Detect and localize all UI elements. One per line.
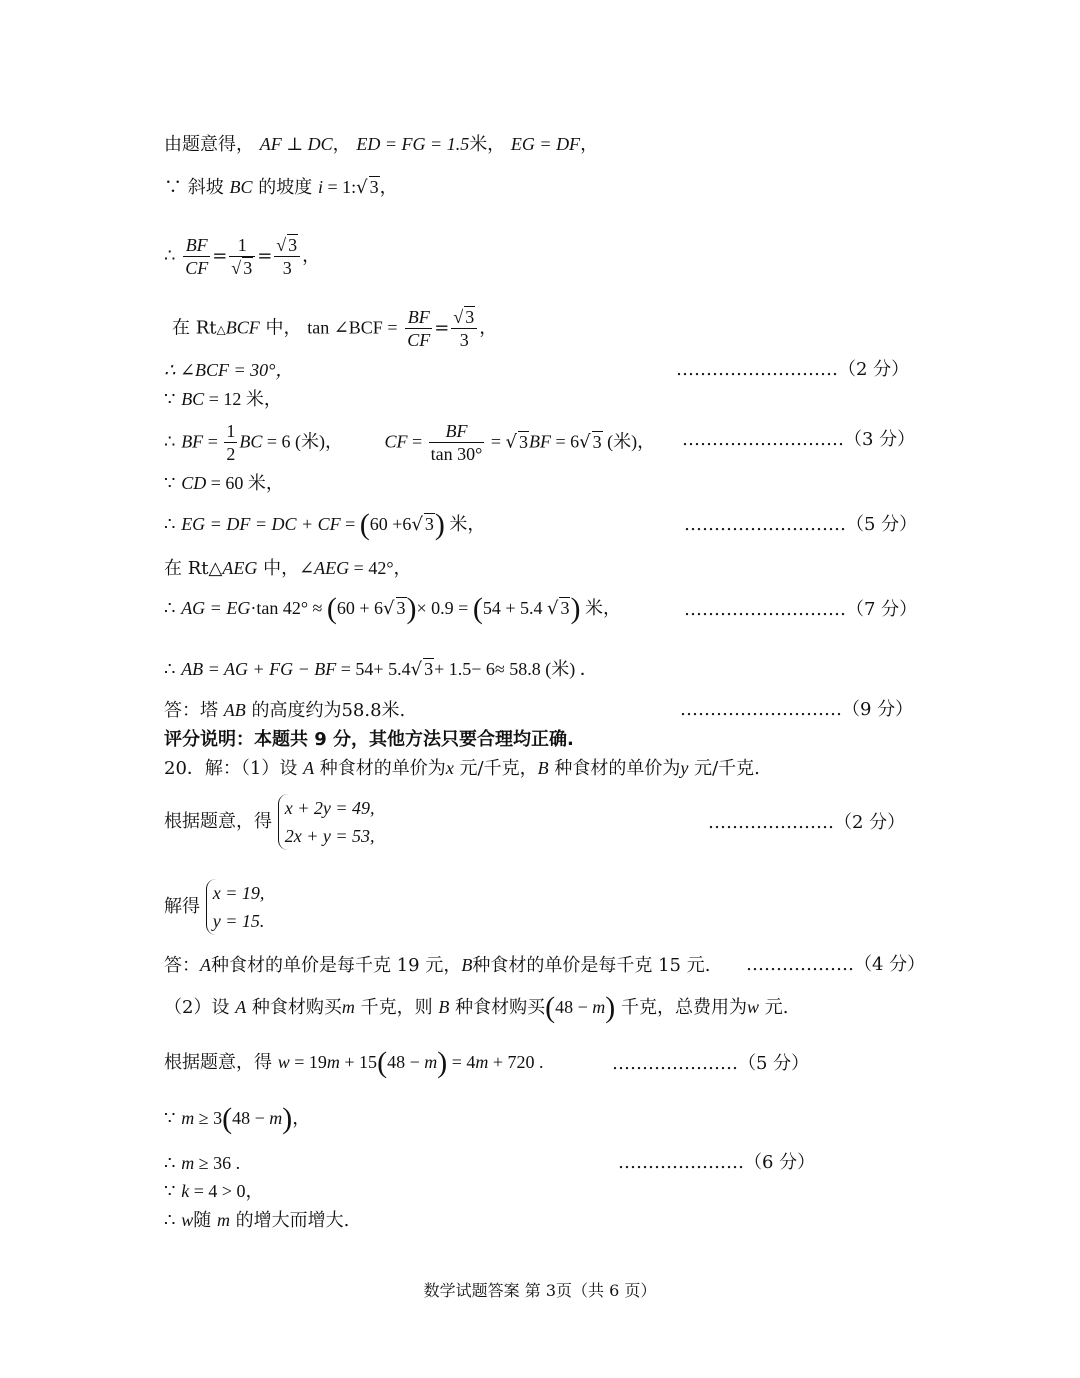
math: A [200,955,211,975]
denominator: 2 [226,444,236,464]
text: 米， [580,598,621,618]
text: ， [292,1108,311,1129]
math: = 1: [322,177,357,197]
radicand: 3 [592,431,602,452]
math: B [537,758,549,778]
text: = [203,431,223,452]
text: = 4 > 0， [189,1181,264,1201]
text: = 60 米， [206,473,284,493]
paren: ( [472,592,483,625]
text: ∴ [164,1210,182,1231]
text: + 15 [339,1052,378,1072]
math: m [181,1108,195,1128]
math: AF ⊥ DC [259,134,333,154]
text: = 42°， [349,558,412,578]
text: 种食材的单价为 [314,758,446,779]
radicand: 3 [424,659,434,679]
math: w [277,1052,290,1072]
math: tan ∠BCF = [307,317,398,338]
text: ∵ [164,1108,182,1129]
text: = 12 米， [204,389,282,409]
text: = 6 [550,431,580,452]
equation: 2x + y = 53, [284,826,375,846]
text: 种食材的单价是每千克 19 元， [211,955,462,976]
page-footer: 数学试题答案 第 3页（共 6 页） [423,1281,657,1300]
math: B [461,955,473,975]
line-ag: ∴ AG = EG·tan 42° ≈ (60 + 6√ 3)× 0.9 = (54 + 5.4 √ 3) 米， [164,592,621,625]
text: 在 Rt [172,317,217,339]
text: = [407,431,427,452]
text: 答： [164,955,200,976]
fraction: $\frac{1}{√ 3}$ [229,234,255,279]
radicand: 3 [424,514,434,534]
text: = 19 [289,1052,327,1072]
line-bc [164,387,282,412]
radicand: 3 [465,307,475,327]
text: ∴ [164,514,182,535]
math: m [216,1210,230,1230]
denominator: 3 [459,330,469,350]
score-mark: ………………………（2 分） [676,359,910,380]
line-given [164,132,598,157]
paren: ( [222,1102,233,1135]
paren: ) [406,592,417,625]
line-w [164,1046,544,1079]
numerator: 1 [226,421,236,441]
equation-system [278,794,375,850]
numerator: BF [183,234,210,257]
text: 60 + 6 [336,598,384,618]
text: ， [332,134,351,155]
math: x [445,758,454,778]
text: ， [580,134,599,155]
text: ∵ 斜坡 [164,177,224,198]
math: m [341,997,355,1017]
radicand: 3 [560,598,570,618]
line-answer-1 [164,698,405,723]
line-ineq [164,1102,311,1135]
text: 54 + 5.4 [482,598,547,618]
text: ， [379,177,398,198]
text: = 54+ 5.4 [336,659,411,679]
fraction: $\frac{√ 3}{3}$ [274,234,300,279]
text: 在 Rt△ [164,558,223,579]
denominator: 3 [282,258,292,278]
text: ∴ [164,431,182,453]
text: = [486,431,506,452]
text: 的高度约为58.8米. [245,700,406,721]
numerator: BF [405,306,432,329]
line-increase [164,1208,349,1233]
text: 48 − [387,1052,425,1072]
math: A [303,758,315,778]
scoring-note: 评分说明：本题共 9 分，其他方法只要合理均正确. [164,729,574,750]
text: 答：塔 [164,700,224,721]
therefore-symbol: ∴ [164,245,176,267]
text: ≥ 3 [194,1108,223,1128]
paren: ) [434,508,445,541]
math: i [317,177,323,197]
text: × 0.9 = [416,598,473,618]
text: ∴ [164,659,182,680]
text: 元/千克， [453,758,538,779]
line-q20 [164,756,760,781]
line-eg: ∴ EG = DF = DC + CF = (60 +6√ 3) 米， [164,508,486,541]
text: = [340,514,360,534]
text: ， [479,317,498,339]
text: = [257,245,273,267]
numerator: 1 [229,234,255,257]
equation: x = 19, [212,883,265,903]
paren: ) [282,1102,293,1135]
text: （2）设 [164,997,236,1018]
math: A [235,997,247,1017]
text: = [434,317,450,339]
math: BCF [225,317,260,338]
math: AG = EG [181,598,251,618]
text: 米， [469,134,506,155]
math: BC [181,389,205,409]
score-mark: …………………（2 分） [708,812,906,833]
line-aeg [164,556,412,581]
fraction [224,420,237,465]
text: 20．解：（1）设 [164,758,304,779]
fraction [429,420,485,465]
line-angle: ∴ ∠BCF = 30°， [164,360,294,380]
text: 的增大而增大. [229,1210,350,1231]
math: ∠AEG [299,558,350,578]
radicand: 3 [288,235,298,255]
paren: ) [437,1046,448,1079]
text: 根据题意，得 [164,811,272,832]
text: 的坡度 [258,177,313,198]
text: 随 [193,1210,217,1231]
line-system-2 [164,879,264,935]
text: (米)， [602,431,656,452]
score-mark: …………………（5 分） [612,1053,810,1074]
score-mark: ………………………（5 分） [684,514,918,535]
math: BC [229,177,253,197]
math: w [181,1210,194,1230]
math: m [424,1052,438,1072]
text: = 6 (米)， [262,431,343,452]
math: y [680,758,689,778]
math: AB = AG + FG − BF [181,659,337,679]
text: 千克，则 [354,997,439,1018]
text: 根据题意，得 [164,1052,278,1073]
text: ， [302,245,321,267]
math: EG = DF [510,134,581,154]
text: ·tan 42° ≈ [250,598,327,618]
text: 米， [444,514,486,534]
paren: ) [570,592,581,625]
text: = [212,245,228,267]
text: ∴ [164,1153,182,1174]
line-k [164,1179,264,1204]
math: m [181,1153,195,1173]
text: 48 − [232,1108,270,1128]
radicand: 3 [243,258,253,278]
score-mark: …………………（6 分） [618,1152,816,1173]
text: 60 +6 [369,514,412,534]
text: + 720 . [488,1052,544,1072]
math: m [326,1052,340,1072]
text: 千克，总费用为 [615,997,747,1018]
fraction [183,234,210,279]
line-ab: ∴ AB = AG + FG − BF = 54+ 5.4√ 3+ 1.5− 6≈ 58.8 (米) ． [164,659,598,680]
denominator: CF [185,258,209,278]
text: 元/千克. [688,758,760,779]
math: m [269,1108,283,1128]
text: 48 − [555,997,593,1017]
triangle-symbol: △ [216,322,226,337]
line-bf-cf: ∴ BF = $\frac{1}{2}$ BC = 6 (米)， CF = $\frac{BF}{\tan 30^\circ}$ = √ 3BF = 6√ 3 (米)， [164,421,656,464]
paren: ) [605,991,616,1024]
text: 种食材的单价是每千克 15 元. [472,955,711,976]
score-mark: ………………（4 分） [746,954,926,975]
math: AEG [222,558,258,578]
text: 种食材的单价为 [548,758,681,779]
math: BF [181,431,204,452]
line-m-range [164,1151,240,1176]
paren: ( [326,592,337,625]
line-system-1 [164,794,375,850]
math: CF [384,431,408,452]
denominator: tan 30° [430,444,483,464]
math: BC [239,431,263,452]
text: 中， [259,317,302,339]
math: w [747,997,760,1017]
text: 种食材购买 [246,997,342,1018]
paren: ( [545,991,556,1024]
radicand: 3 [369,177,379,197]
radicand: 3 [518,431,528,452]
text: ∵ [164,473,182,494]
line-answer-2 [164,953,710,978]
text: ∵ [164,389,182,410]
math: ED = FG = 1.5 [356,134,470,154]
text: ≥ 36 . [194,1153,241,1173]
text: ∴ [164,598,182,619]
score-mark: ………………………（9 分） [680,699,914,720]
line-cd [164,471,284,496]
line-part2 [164,991,789,1024]
fraction [405,306,432,351]
equation-system [206,879,265,935]
math: BF [528,431,551,452]
text: ∵ [164,1181,182,1202]
math: m [475,1052,489,1072]
text: 由题意得， [164,134,254,155]
paren: ( [359,508,370,541]
text: 元. [759,997,789,1018]
math: AB [223,700,246,720]
math: B [438,997,450,1017]
line-slope: ∵ 斜坡 BC 的坡度 i = 1:√ 3， [164,177,398,198]
math: CD [181,473,207,493]
math: k [181,1181,190,1201]
line-ratio [164,234,320,279]
paren: ( [377,1046,388,1079]
math: m [592,997,606,1017]
score-mark: ………………………（3 分） [682,429,916,450]
equation: x + 2y = 49, [284,798,375,818]
numerator: BF [429,420,485,443]
score-mark: ………………………（7 分） [684,599,918,620]
text: + 1.5− 6≈ 58.8 (米) ． [434,659,598,679]
radicand: 3 [396,598,406,618]
fraction: $\frac{√ 3}{3}$ [451,306,477,351]
text: 中， [257,558,300,579]
equation: y = 15. [212,911,265,931]
line-tan [172,306,497,351]
math: EG = DF = DC + CF [181,514,341,534]
text: 种食材购买 [449,997,546,1018]
text: = 4 [447,1052,476,1072]
text: 解得 [164,896,200,917]
denominator: CF [407,330,431,350]
